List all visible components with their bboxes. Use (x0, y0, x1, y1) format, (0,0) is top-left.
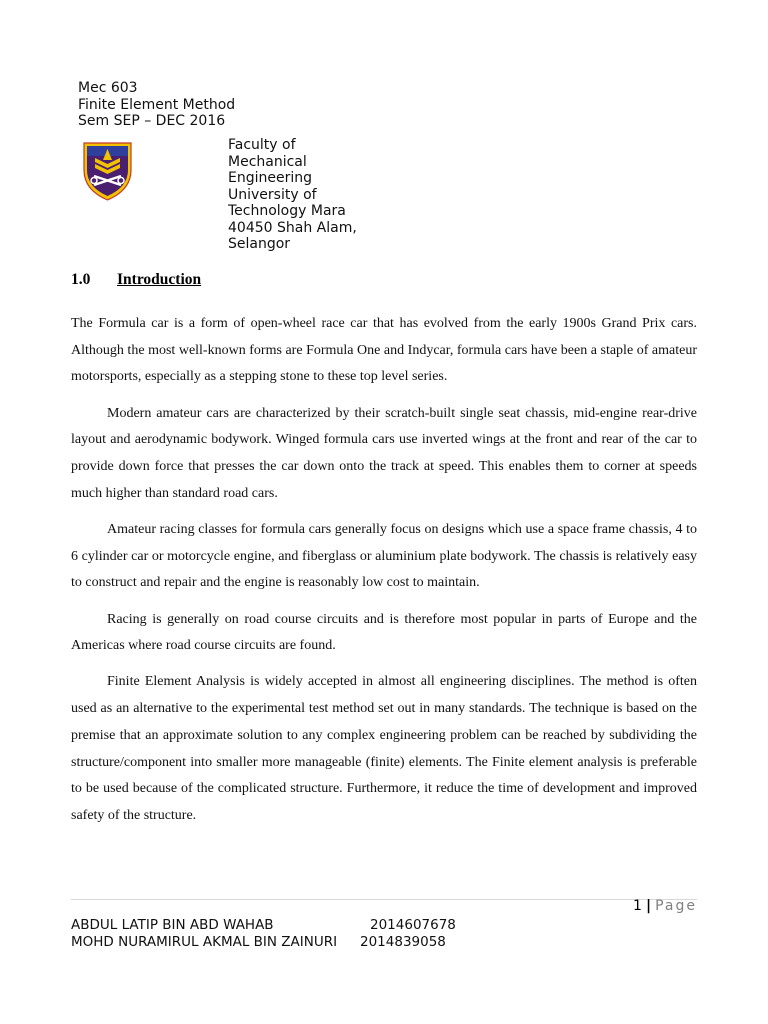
page-separator: | (645, 898, 652, 914)
semester: Sem SEP – DEC 2016 (78, 113, 226, 129)
address-line: Mechanical (228, 153, 307, 170)
section-title: Introduction (117, 271, 202, 288)
paragraph: Modern amateur cars are characterized by their scratch-built single seat chassis, mid-engine rear-drive layout and aerodynamic bodywork. Winged formula cars use inverted wings at the front and rear of the car to provide down force that presses the car down onto the track at speed. This enables them to corner at speeds much higher than standard road cars. (71, 405, 697, 501)
author-id: 2014839058 (360, 933, 446, 950)
address-line: University of (228, 186, 317, 203)
address-line: Engineering (228, 170, 312, 186)
faculty-address (228, 137, 368, 253)
paragraph: Racing is generally on road course circuits and is therefore most popular in parts of Europe and the Americas where road course circuits are found. (71, 611, 697, 654)
section-number: 1.0 (71, 271, 91, 288)
address-line: Faculty of (228, 137, 296, 153)
author-row (71, 934, 456, 951)
uitm-crest-logo (81, 140, 134, 202)
paragraph: Finite Element Analysis is widely accepted in almost all engineering disciplines. The method is often used as an alternative to the experimental test method set out in many standards. The technique is based on the premise that an approximate solution to any complex engineering problem can be reached by subdividing the structure/component into smaller more manageable (finite) elements. The Finite element analysis is preferable to be used because of the complicated structure. Furthermore, it reduce the time of development and improved safety of the structure. (71, 674, 697, 823)
address-line: Selangor (228, 236, 291, 252)
footer-authors (71, 917, 456, 950)
author-name: ABDUL LATIP BIN ABD WAHAB (71, 917, 274, 933)
address-line: 40450 Shah Alam, (228, 219, 357, 236)
paragraph: The Formula car is a form of open-wheel race car that has evolved from the early 1900s Grand Prix cars. Although the most well-known forms are Formula One and Indycar, formula cars have been a staple of amateur motorsports, especially as a stepping stone to these top level series. (71, 316, 697, 385)
address-line: Technology Mara (228, 203, 346, 219)
author-row (71, 917, 456, 934)
section-heading (71, 271, 201, 289)
page-word: Page (655, 898, 697, 914)
course-name: Finite Element Method (78, 96, 236, 113)
paragraph: Amateur racing classes for formula cars generally focus on designs which use a space frame chassis, 4 to 6 cylinder car or motorcycle engine, and fiberglass or aluminium plate bodywork. The chassis is relatively easy to construct and repair and the engine is reasonably low cost to maintain. (71, 521, 697, 591)
author-name: MOHD NURAMIRUL AKMAL BIN ZAINURI (71, 933, 338, 950)
course-code: Mec 603 (78, 80, 138, 96)
document-header (78, 80, 235, 130)
author-id: 2014607678 (370, 917, 456, 933)
page-number-value: 1 (633, 898, 642, 914)
body-text (71, 311, 697, 839)
page-number (600, 898, 697, 914)
